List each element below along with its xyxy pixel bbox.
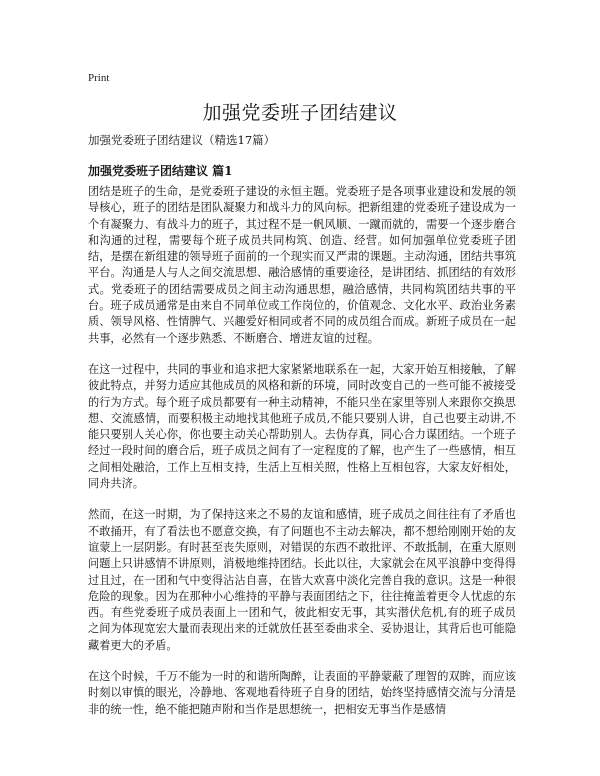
document-subtitle: 加强党委班子团结建议（精选17篇）: [88, 133, 276, 147]
page-title: 加强党委班子团结建议: [202, 102, 398, 124]
paragraph-4: 在这个时候，千万不能为一时的和谐所陶醉，让表面的平静蒙蔽了理智的双眸，而应该时刻以审慎的眼光，冷静地、客观地看待班子自身的团结，始终坚持感情交流与分清是非的统一性，绝不能把随声附和当作是思想统一，把相安无事当作是感情: [88, 670, 516, 716]
article-body: [88, 184, 516, 733]
paragraph-2: 在这一过程中，共同的事业和追求把大家紧紧地联系在一起，大家开始互相接触，了解彼此特点，并努力适应其他成员的风格和新的环境，同时改变自己的一些可能不被接受的行为方式。每个班子成员都要有一种主动精神，不能只坐在家里等别人来跟你交换思想、交流感情，而要积极主动地找其他班子成员,不能只要别人讲，自己也要主动讲,不能只要别人关心你，你也要主动关心帮助别人。去伪存真，同心合力谋团结。一个班子经过一段时间的磨合后，班子成员之间有了一定程度的了解，也产生了一些感情，相互之间相处融洽，工作上互相支持，生活上互相关照，性格上互相包容，大家友好相处，同舟共济。: [88, 362, 516, 491]
print-link[interactable]: Print: [88, 72, 110, 84]
paragraph-3: 然而，在这一时期，为了保持这来之不易的友谊和感情，班子成员之间往往有了矛盾也不敢捅开，有了看法也不愿意交换，有了问题也不主动去解决，都不想给刚刚开始的友谊蒙上一层阴影。有时甚至丧失原则，对错误的东西不敢批评、不敢抵制，在重大原则问题上只讲感情不讲原则，消极地维持团结。长此以往，大家就会在风平浪静中变得得过且过，在一团和气中变得沾沾自喜，在皆大欢喜中淡化完善自我的意识。这是一种很危险的现象。因为在那种小心维持的平静与表面团结之下，往往掩盖着更令人忧虑的东西。有些党委班子成员表面上一团和气，彼此相安无事，其实潜伏危机,有的班子成员之间为体现宽宏大量而表现出来的迁就放任甚至委曲求全、妥协退让，其背后也可能隐藏着更大的矛盾。: [88, 508, 516, 652]
section-heading: 加强党委班子团结建议 篇1: [88, 164, 233, 178]
paragraph-1: 团结是班子的生命，是党委班子建设的永恒主题。党委班子是各项事业建设和发展的领导核心，班子的团结是团队凝聚力和战斗力的风向标。把新组建的党委班子建设成为一个有凝聚力、有战斗力的班子，其过程不是一帆风顺、一蹴而就的，需要一个逐步磨合和沟通的过程，需要每个班子成员共同构筑、创造、经营。如何加强单位党委班子团结，是摆在新组建的领导班子面前的一个现实而又严肃的课题。主动沟通，团结共事筑平台。沟通是人与人之间交流思想、融洽感情的重要途径，是讲团结、抓团结的有效形式。党委班子的团结需要成员之间主动沟通思想，融洽感情，共同构筑团结共事的平台。班子成员通常是由来自不同单位或工作岗位的，价值观念、文化水平、政治业务素质、领导风格、性情脾气、兴趣爱好相同或者不同的成员组合而成。新班子成员在一起共事，必然有一个逐步熟悉、不断磨合、增进友谊的过程。: [88, 185, 516, 345]
